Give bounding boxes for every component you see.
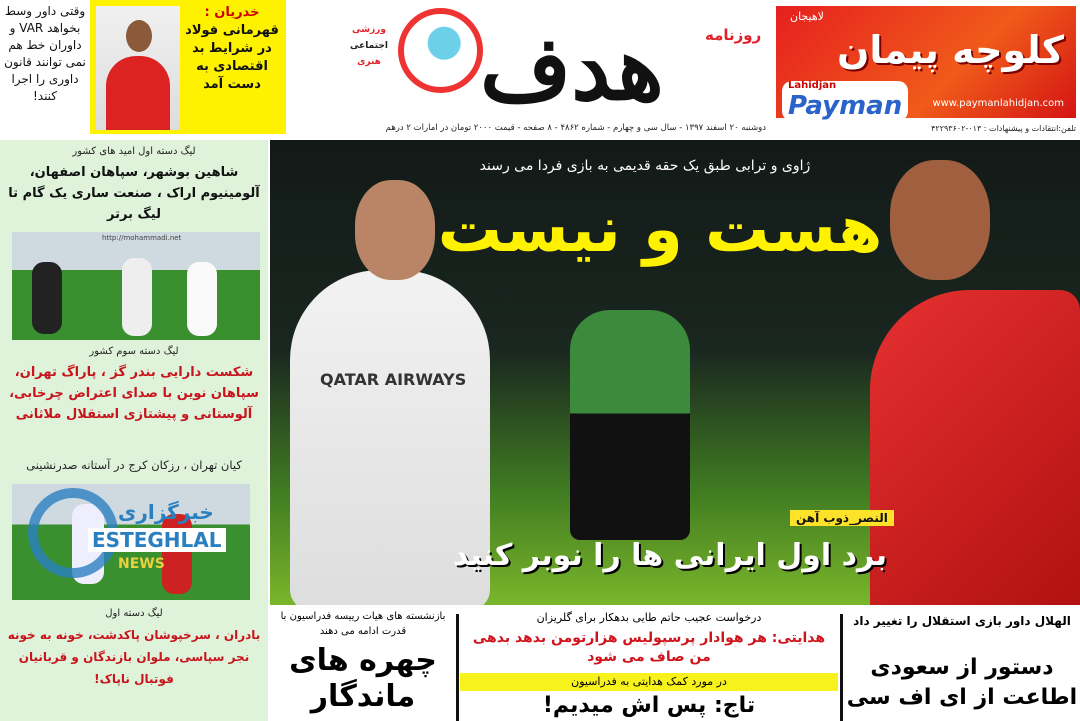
section1-kicker: لیگ دسته اول امید های کشور [72, 146, 196, 157]
column-divider [456, 614, 459, 721]
story1-headline: چهره های ماندگار [289, 643, 437, 714]
match-tag: النصر_ذوب آهن [790, 510, 894, 526]
coach-photo [96, 6, 180, 130]
bottom-story-1[interactable] [270, 605, 456, 721]
main-kicker: ژاوی و ترابی طبق یک حقه قدیمی به بازی فردا می رسند [479, 158, 811, 174]
story2-headline2: تاج: پس اش میدیم! [542, 693, 756, 718]
jersey-sponsor: QATAR AIRWAYS [320, 370, 467, 389]
dateline: دوشنبه ۲۰ اسفند ۱۳۹۷ - سال سی و چهارم - شماره ۴۸۶۲ - ۸ صفحه - قیمت ۲۰۰۰ تومان در امارات ۲ درهم [385, 123, 766, 133]
bottom-story-3[interactable] [844, 605, 1080, 721]
payman-ad[interactable] [776, 6, 1076, 121]
referee-quote: وقتی داور وسط بخواهد VAR و داوران خط هم نمی توانند قانون داوری را اجرا کنند! [4, 4, 86, 103]
left-column [0, 140, 268, 721]
newspaper-logo: هدف [480, 16, 664, 120]
story2-bar: در مورد کمک هدایتی به فدراسیون [460, 673, 838, 691]
youth-league-photo: http://mohammadi.net [12, 232, 260, 340]
tag-social: اجتماعی [350, 41, 388, 51]
section2-sub: کیان تهران ، رزکان کرج در آستانه صدرنشینی [26, 458, 242, 472]
ad-url: www.paymanlahidjan.com [932, 98, 1064, 109]
bottom-story-2[interactable] [460, 605, 838, 721]
story3-headline: دستور از سعودی اطاعت از ای اف سی [846, 655, 1078, 710]
column-divider [840, 614, 843, 721]
story1-kicker: بازنشسته های هیات رییسه فدراسیون با قدرت ادامه می دهند [280, 611, 446, 637]
section2-kicker: لیگ دسته سوم کشور [89, 346, 179, 357]
ad-title: کلوچه پیمان [836, 28, 1064, 72]
main-headline: هست و نیست [437, 193, 883, 267]
story2-headline: هدایتی: هر هوادار پرسپولیس هزارتومن بدهد بدهی من صاف می شود [472, 630, 826, 665]
masthead [340, 0, 770, 140]
contact-phone: تلفن:انتقادات و پیشنهادات : ۰۱۳-۴۲۲۹۳۶۰۲ [931, 124, 1076, 133]
section1-headline[interactable]: شاهین بوشهر، سپاهان اصفهان، آلومینیوم اراک ، صنعت ساری یک گام تا لیگ برتر [8, 165, 260, 222]
main-subheadline: برد اول ایرانی ها را نوبر کنید [453, 538, 887, 573]
tag-sports: ورزشی [352, 25, 386, 35]
tag-art: هنری [357, 57, 381, 67]
third-league-photo [12, 484, 250, 600]
section3-kicker: لیگ دسته اول [105, 608, 163, 619]
khedrian-quote: قهرمانی فولاد در شرایط بد اقتصادی به دست آمد [185, 23, 279, 92]
main-feature[interactable] [270, 140, 1080, 605]
story2-kicker: درخواست عجیب حاتم طایی بدهکار برای گلریزان [536, 611, 762, 624]
khedrian-box[interactable] [90, 0, 286, 134]
story3-kicker: الهلال داور بازی استقلال را تغییر داد [853, 614, 1071, 628]
esteghlal-news-watermark: خبرگزاری ESTEGHLAL NEWS [28, 488, 248, 578]
football-icon [398, 8, 483, 93]
ad-brand-logo: Lahidjan Payman [782, 81, 908, 121]
coach-photo-center [570, 310, 690, 540]
section2-headline[interactable]: شکست دارایی بندر گز ، پاراگ تهران، سپاهان نوین با صدای اعتراض چرخابی، آلوستانی و پیشتازی استقلال ملاثانی [9, 365, 259, 422]
section3-headline[interactable]: بادران ، سرخپوشان پاکدشت، خونه به خونه نجر سپاسی، ملوان بازندگان و قربانیان فوتبال ناپاک! [7, 628, 261, 686]
ad-sub: لاهیجان [790, 10, 824, 23]
roznameh-label: روزنامه [705, 26, 762, 44]
khedrian-name: خدریان : [204, 5, 260, 20]
